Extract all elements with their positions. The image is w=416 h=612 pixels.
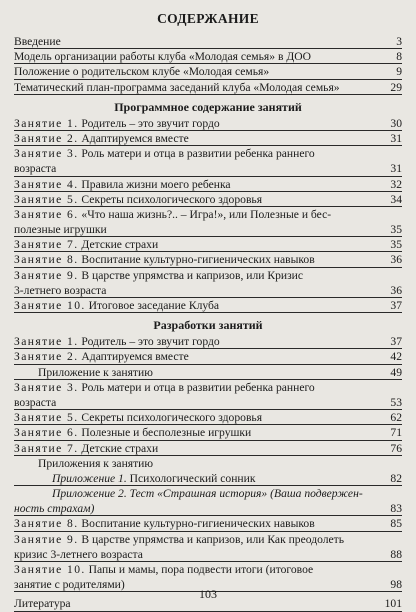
toc-section-program — [14, 116, 402, 313]
toc-entry-text: Полезные и бесполезные игрушки — [81, 426, 252, 440]
toc-row-continued[interactable] — [14, 395, 402, 410]
toc-page: 8 — [396, 50, 402, 64]
toc-row[interactable] — [14, 207, 402, 222]
toc-entry-text: Секреты психологического здоровья — [81, 192, 263, 206]
lesson-label: Занятие 1. — [14, 116, 79, 130]
toc-entry-text: В царстве упрямства и капризов, или Кризис — [81, 268, 304, 282]
toc-row[interactable] — [14, 146, 402, 161]
toc-row[interactable] — [14, 334, 402, 349]
toc-entry-text: кризис 3-летнего возраста — [14, 547, 143, 561]
lesson-label: Занятие 5. — [14, 411, 79, 425]
lesson-label: Занятие 2. — [14, 131, 79, 145]
toc-row[interactable] — [14, 64, 402, 79]
toc-page: 29 — [390, 80, 402, 94]
page-number: 103 — [199, 587, 217, 601]
lesson-label: Занятие 7. — [14, 441, 79, 455]
toc-row[interactable] — [14, 471, 402, 486]
toc-page: 9 — [396, 65, 402, 79]
toc-entry-text: «Что наша жизнь?.. – Игра!», или Полезные и бес- — [81, 207, 332, 221]
toc-page: 37 — [390, 299, 402, 312]
toc-page: 34 — [390, 192, 402, 206]
toc-entry-text: Введение — [14, 35, 61, 48]
toc-page: 82 — [390, 471, 402, 485]
lesson-label: Занятие 3. — [14, 380, 79, 394]
toc-entry-text: Адаптируемся вместе — [81, 131, 189, 145]
toc-page: 30 — [390, 116, 402, 130]
toc-entry-text: Родитель – это звучит гордо — [81, 335, 220, 349]
toc-row[interactable] — [14, 365, 402, 380]
toc-row[interactable] — [14, 237, 402, 252]
toc-page: 83 — [390, 502, 402, 516]
toc-entry-text: Тест «Страшная история» (Ваша подвержен- — [126, 487, 363, 501]
toc-page: 88 — [390, 547, 402, 561]
toc-entry-text: Воспитание культурно-гигиенических навыков — [81, 517, 315, 531]
toc-entry-text: Детские страхи — [81, 238, 159, 252]
toc-page: 36 — [390, 283, 402, 297]
toc-row[interactable] — [14, 131, 402, 146]
toc-page: 42 — [390, 350, 402, 364]
toc-entry-text: Воспитание культурно-гигиенических навыков — [81, 253, 315, 267]
toc-entry-text: Секреты психологического здоровья — [81, 411, 263, 425]
toc-entry-text: Детские страхи — [81, 441, 159, 455]
section-heading: Разработки занятий — [153, 318, 263, 333]
lesson-label: Занятие 2. — [14, 350, 79, 364]
toc-page: 62 — [390, 411, 402, 425]
toc-section-lessons — [14, 334, 402, 592]
toc-entry-text: В царстве упрямства и капризов, или Как преодолеть — [81, 532, 345, 546]
toc-entry-text: возраста — [14, 162, 57, 176]
toc-page: 31 — [390, 131, 402, 145]
toc-intro — [14, 34, 402, 95]
toc-row[interactable] — [14, 486, 402, 501]
toc-row[interactable] — [14, 177, 402, 192]
appendix-label: Приложение 2. — [52, 487, 127, 501]
toc-entry-text: возраста — [14, 395, 57, 409]
toc-entry-text: Психологический сонник — [126, 471, 256, 485]
toc-subheading — [14, 456, 402, 471]
lesson-label: Занятие 5. — [14, 192, 79, 206]
lesson-label: Занятие 4. — [14, 177, 79, 191]
lesson-label: Занятие 6. — [14, 426, 79, 440]
toc-entry-text: Папы и мамы, пора подвести итоги (итоговое — [88, 563, 314, 576]
toc-row[interactable] — [14, 441, 402, 456]
lesson-label: Занятие 3. — [14, 147, 79, 161]
toc-entry-text: Родитель – это звучит гордо — [81, 116, 220, 130]
toc-entry-text: Адаптируемся вместе — [81, 350, 189, 364]
toc-row[interactable] — [14, 410, 402, 425]
toc-entry-text: полезные игрушки — [14, 223, 107, 237]
toc-page: 71 — [390, 426, 402, 440]
toc-entry-text: Положение о родительском клубе «Молодая семья» — [14, 65, 270, 79]
toc-row[interactable] — [14, 34, 402, 49]
appendix-label: Приложение 1. — [52, 471, 127, 485]
lesson-label: Занятие 1. — [14, 335, 79, 349]
lesson-label: Занятие 7. — [14, 238, 79, 252]
toc-page: 3 — [396, 35, 402, 48]
toc-row[interactable] — [14, 349, 402, 364]
toc-row[interactable] — [14, 252, 402, 267]
toc-row[interactable] — [14, 268, 402, 283]
toc-row-continued[interactable] — [14, 547, 402, 562]
lesson-label: Занятие 9. — [14, 268, 79, 282]
toc-row-continued[interactable] — [14, 222, 402, 237]
toc-row[interactable] — [14, 116, 402, 131]
toc-page: 35 — [390, 223, 402, 237]
toc-row[interactable] — [14, 425, 402, 440]
toc-page: 31 — [390, 162, 402, 176]
toc-entry-text: Модель организации работы клуба «Молодая семья» в ДОО — [14, 50, 311, 64]
toc-entry-text: занятие с родителями) — [14, 578, 125, 592]
toc-row[interactable] — [14, 298, 402, 313]
toc-entry-text: Правила жизни моего ребенка — [81, 177, 231, 191]
lesson-label: Занятие 8. — [14, 253, 79, 267]
toc-page: 35 — [390, 238, 402, 252]
toc-row[interactable] — [14, 562, 402, 577]
lesson-label: Занятие 8. — [14, 517, 79, 531]
page-title: СОДЕРЖАНИЕ — [157, 11, 259, 26]
toc-row[interactable] — [14, 532, 402, 547]
toc-page: 101 — [384, 597, 402, 611]
toc-row-continued[interactable] — [14, 161, 402, 176]
toc-entry-text: Роль матери и отца в развитии ребенка раннего — [81, 147, 315, 161]
toc-page: 98 — [390, 578, 402, 592]
toc-row[interactable] — [14, 49, 402, 64]
toc-entry-text: Приложение к занятию — [38, 365, 153, 379]
toc-page: 36 — [390, 253, 402, 267]
section-heading: Программное содержание занятий — [114, 99, 302, 114]
lesson-label: Занятие 10. — [14, 563, 86, 576]
toc-row[interactable] — [14, 192, 402, 207]
toc-row[interactable] — [14, 516, 402, 531]
lesson-label: Занятие 10. — [14, 299, 86, 312]
toc-row-continued[interactable] — [14, 283, 402, 298]
toc-page: 32 — [390, 177, 402, 191]
toc-page: 37 — [390, 335, 402, 349]
lesson-label: Занятие 6. — [14, 207, 79, 221]
toc-row[interactable] — [14, 380, 402, 395]
toc-row[interactable] — [14, 80, 402, 95]
toc-page: 53 — [390, 395, 402, 409]
toc-entry-text: Роль матери и отца в развитии ребенка раннего — [81, 380, 315, 394]
toc-entry-text: Литература — [14, 597, 71, 611]
toc-entry-text: Приложения к занятию — [38, 456, 154, 470]
toc-page: 76 — [390, 441, 402, 455]
toc-entry-text: ность страхам) — [14, 502, 95, 516]
toc-page: 85 — [390, 517, 402, 531]
toc-entry-text: Итоговое заседание Клуба — [88, 299, 220, 312]
toc-row-continued[interactable] — [14, 501, 402, 516]
toc-page: 49 — [390, 365, 402, 379]
lesson-label: Занятие 9. — [14, 532, 79, 546]
toc-entry-text: 3-летнего возраста — [14, 283, 107, 297]
toc-entry-text: Тематический план-программа заседаний клуба «Молодая семья» — [14, 80, 340, 94]
